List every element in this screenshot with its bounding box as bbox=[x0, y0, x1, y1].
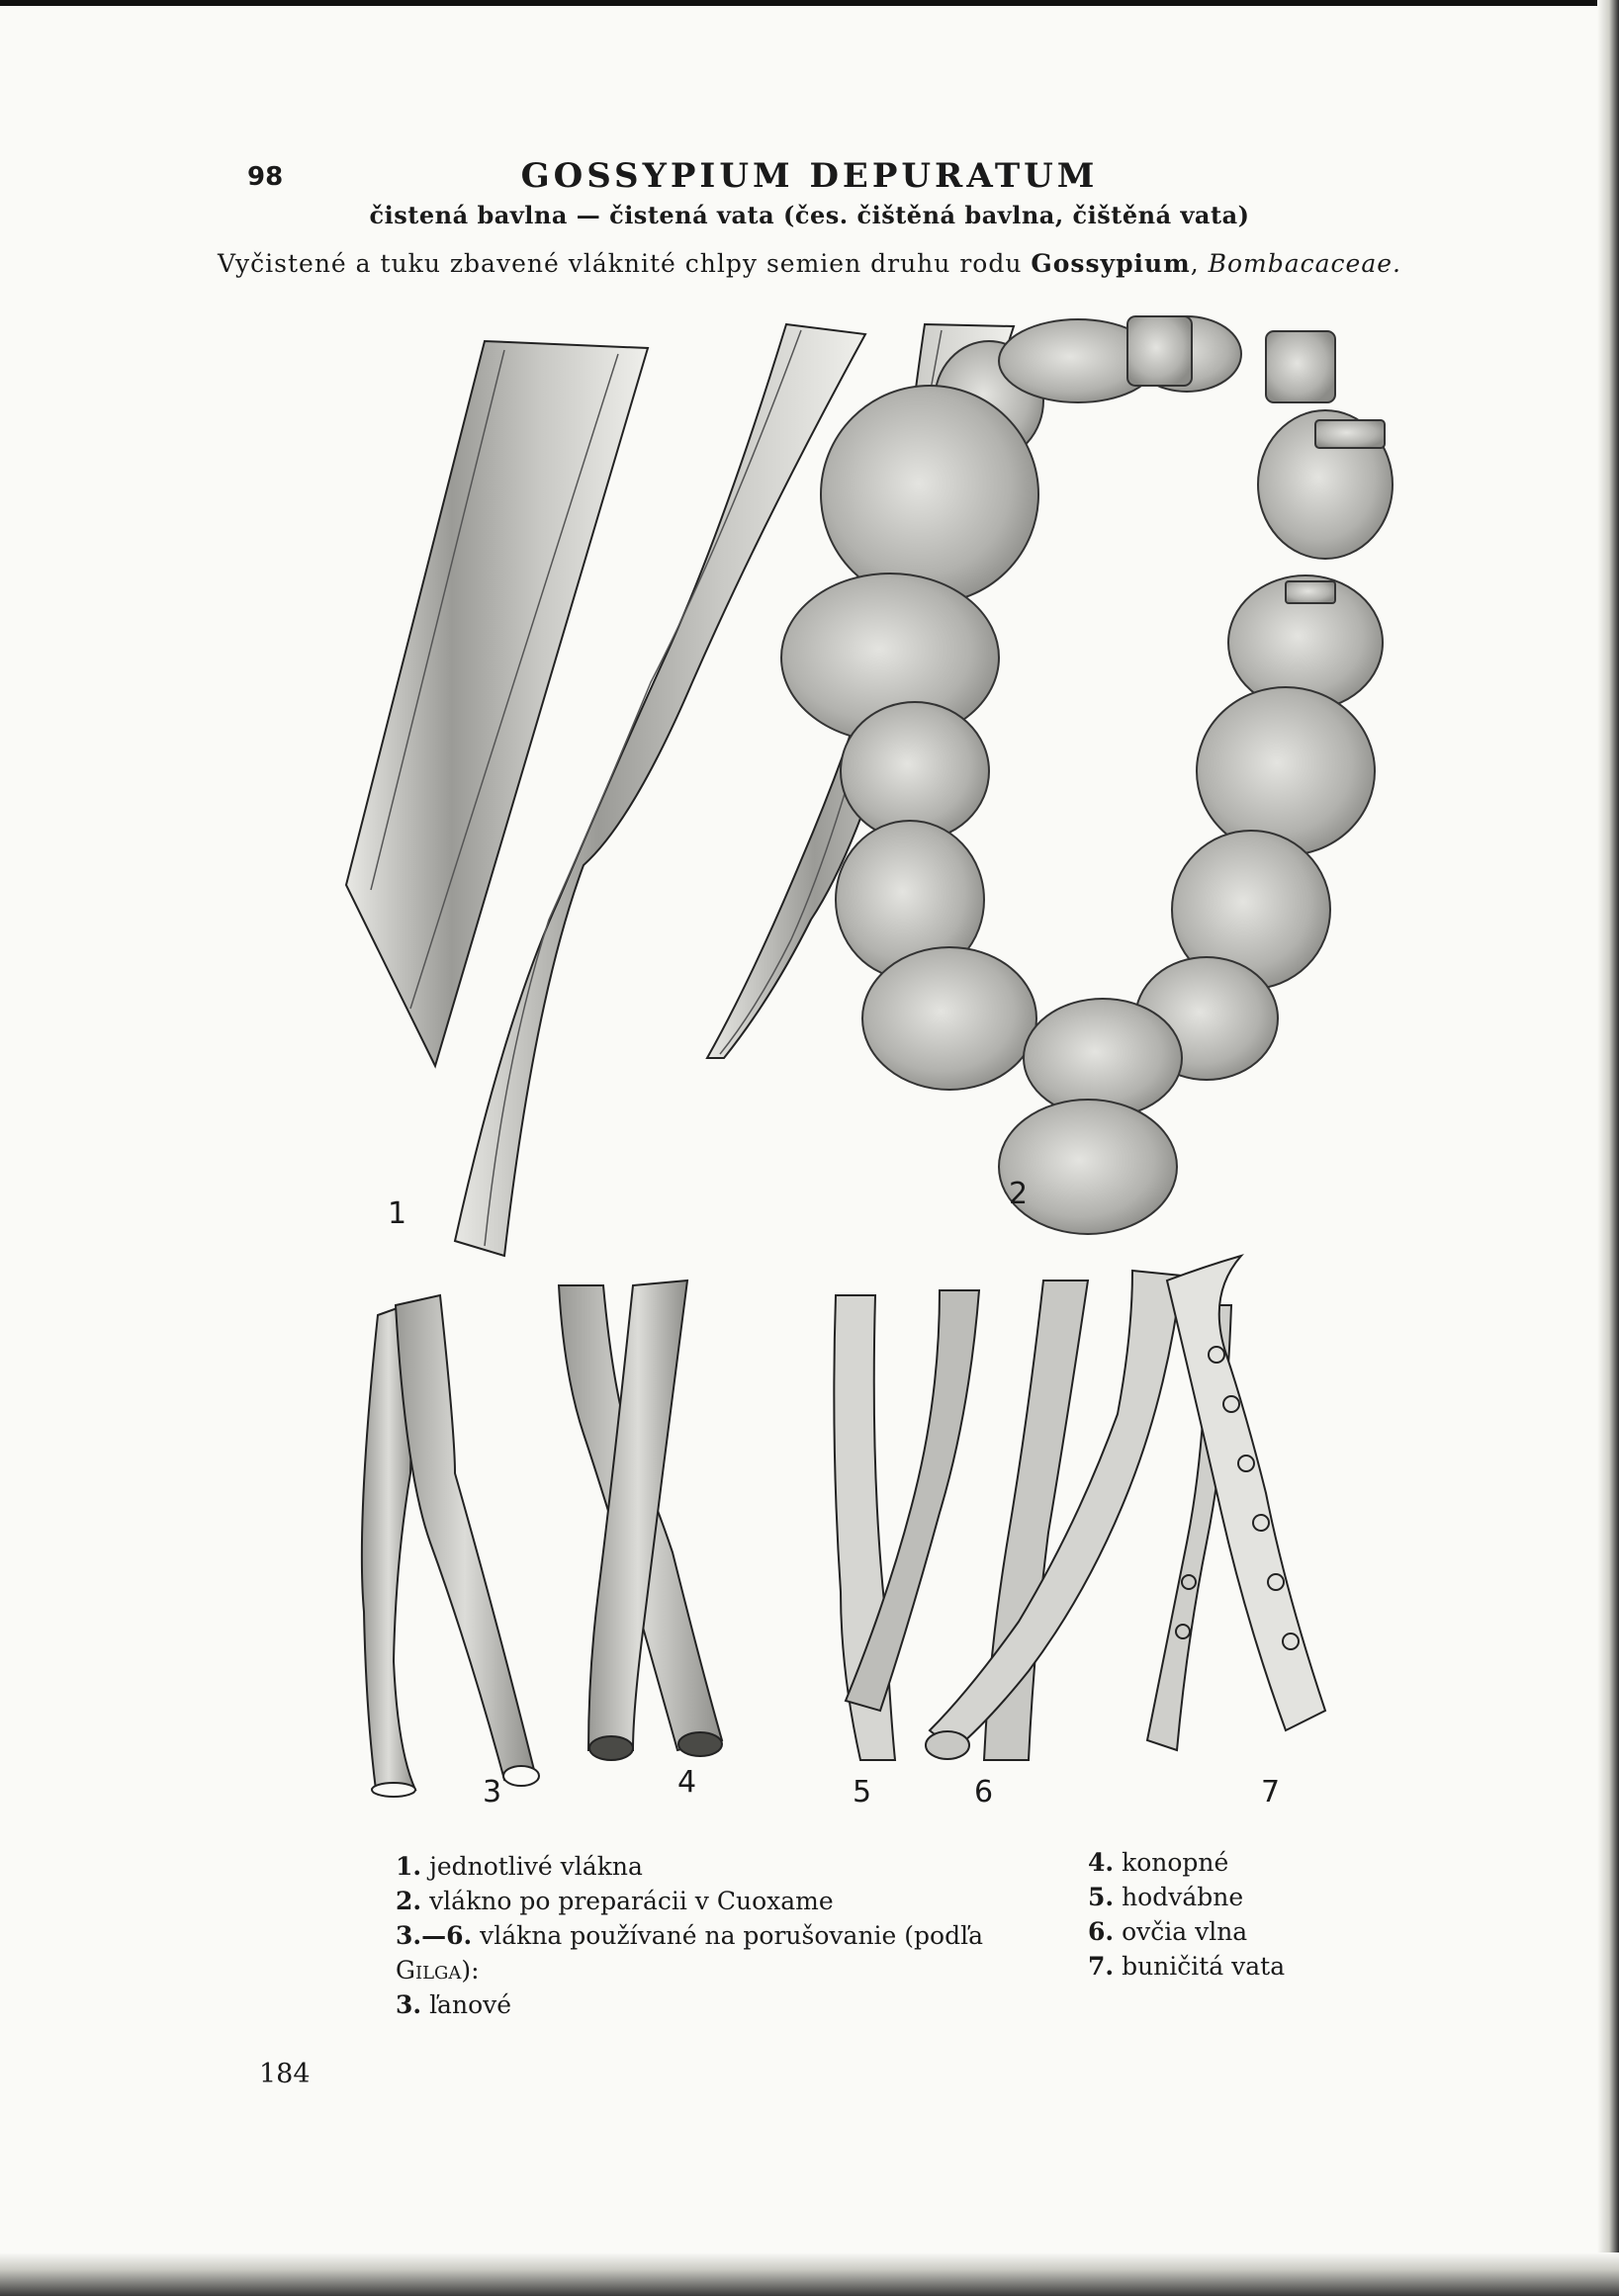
legend-author: Gilga bbox=[396, 1956, 462, 1985]
fiber-illustration bbox=[336, 307, 1454, 1810]
legend-item-1 bbox=[396, 1849, 983, 1884]
legend-item-5 bbox=[1088, 1880, 1285, 1914]
legend-item-4 bbox=[1088, 1845, 1285, 1880]
figure-label-1: 1 bbox=[388, 1196, 407, 1231]
figure-label-4: 4 bbox=[677, 1765, 697, 1800]
page-bottom-shadow bbox=[0, 2252, 1619, 2296]
legend-text: vlákna používané na porušovanie (podľa bbox=[480, 1921, 983, 1950]
legend-number: 4. bbox=[1088, 1848, 1115, 1877]
legend-item-3-6-cont bbox=[396, 1953, 983, 1987]
page-edge-shadow bbox=[1597, 0, 1619, 2296]
description-separator: , bbox=[1190, 249, 1209, 278]
legend-item-7 bbox=[1088, 1949, 1285, 1984]
figure-label-2: 2 bbox=[1009, 1177, 1029, 1211]
fiber-4-hemp bbox=[559, 1280, 722, 1760]
top-border bbox=[0, 0, 1619, 6]
description-text: Vyčistené a tuku zbavené vláknité chlpy semien druhu rodu bbox=[218, 249, 1032, 278]
legend-number: 3. bbox=[396, 1990, 422, 2019]
legend-left bbox=[396, 1849, 983, 2022]
figure-label-3: 3 bbox=[483, 1775, 502, 1810]
legend-number: 2. bbox=[396, 1887, 422, 1915]
legend-number: 5. bbox=[1088, 1883, 1115, 1911]
legend-number: 1. bbox=[396, 1852, 422, 1881]
legend-text: buničitá vata bbox=[1122, 1952, 1286, 1981]
legend-number: 3.—6. bbox=[396, 1921, 473, 1950]
fiber-2-swollen bbox=[781, 316, 1393, 1234]
legend-text: hodvábne bbox=[1122, 1883, 1244, 1911]
legend-number: 6. bbox=[1088, 1917, 1115, 1946]
legend-text: ľanové bbox=[429, 1990, 512, 2019]
description bbox=[0, 249, 1619, 278]
legend-right bbox=[1088, 1845, 1285, 1984]
legend-item-3-6 bbox=[396, 1918, 983, 1953]
page-title: GOSSYPIUM DEPURATUM bbox=[520, 156, 1099, 196]
legend-text: ): bbox=[461, 1956, 480, 1985]
legend-text: vlákno po preparácii v Cuoxame bbox=[429, 1887, 834, 1915]
legend-item-3 bbox=[396, 1987, 983, 2022]
legend-text: konopné bbox=[1122, 1848, 1229, 1877]
legend-item-2 bbox=[396, 1884, 983, 1918]
page-subtitle: čistená bavlna — čistená vata (čes. čištěná bavlna, čištěná vata) bbox=[369, 201, 1250, 229]
fiber-3-flax bbox=[362, 1295, 539, 1797]
fiber-1-straight bbox=[346, 341, 648, 1066]
fiber-5-silk bbox=[834, 1290, 979, 1760]
legend-text: ovčia vlna bbox=[1122, 1917, 1248, 1946]
legend-text: jednotlivé vlákna bbox=[429, 1852, 643, 1881]
figure-label-5: 5 bbox=[853, 1775, 872, 1810]
family-name: Bombacaceae. bbox=[1208, 249, 1401, 278]
figure-label-7: 7 bbox=[1261, 1775, 1281, 1810]
legend-number: 7. bbox=[1088, 1952, 1115, 1981]
legend-item-6 bbox=[1088, 1914, 1285, 1949]
page-footer-number: 184 bbox=[259, 2059, 311, 2089]
figure-label-6: 6 bbox=[974, 1775, 994, 1810]
fiber-drawings bbox=[336, 307, 1454, 1810]
genus-name: Gossypium bbox=[1031, 249, 1191, 278]
monograph-number: 98 bbox=[247, 162, 284, 192]
